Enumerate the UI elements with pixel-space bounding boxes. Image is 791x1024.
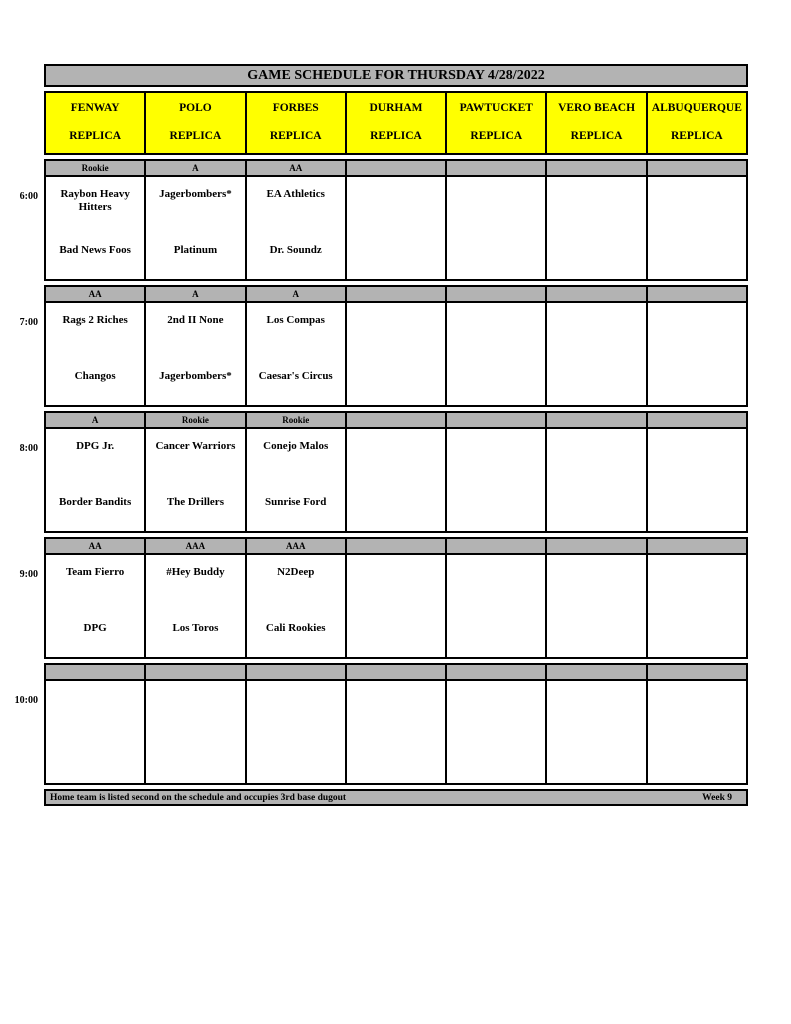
venue-sub: REPLICA — [570, 130, 623, 142]
away-team: 2nd II None — [167, 314, 224, 326]
division-cell: A — [146, 287, 244, 301]
venue-name: DURHAM — [369, 102, 423, 114]
game-cell — [146, 429, 244, 531]
schedule-table — [14, 64, 748, 806]
time-label: 8:00 — [19, 443, 38, 454]
footer-bar — [44, 789, 748, 806]
game-cell — [547, 681, 645, 783]
game-cell — [146, 303, 244, 405]
column-header-vero-beach — [547, 93, 645, 153]
division-cell: A — [247, 287, 345, 301]
division-cell — [347, 161, 445, 175]
venue-sub: REPLICA — [69, 130, 122, 142]
division-cell — [547, 665, 645, 679]
division-cell — [648, 665, 746, 679]
slot-grid — [44, 663, 748, 785]
game-cell — [146, 681, 244, 783]
time-label: 9:00 — [19, 569, 38, 580]
home-team: Platinum — [173, 243, 218, 256]
slot-900 — [19, 537, 748, 659]
venue-name: POLO — [179, 102, 212, 114]
away-team: Rags 2 Riches — [62, 314, 128, 326]
home-team: Jagerbombers* — [159, 369, 232, 382]
away-team: Conejo Malos — [263, 440, 329, 452]
game-cell — [247, 303, 345, 405]
slot-700 — [19, 285, 748, 407]
venue-name: VERO BEACH — [558, 102, 636, 114]
game-cell — [447, 555, 545, 657]
division-cell: A — [146, 161, 244, 175]
game-cell — [347, 177, 445, 279]
division-cell: AA — [46, 539, 144, 553]
footer-note: Home team is listed second on the schedule and occupies 3rd base dugout — [50, 792, 347, 803]
column-header-polo — [146, 93, 244, 153]
division-cell — [547, 413, 645, 427]
game-cell — [347, 429, 445, 531]
game-cell — [648, 177, 746, 279]
game-cell — [146, 555, 244, 657]
game-cell — [146, 177, 244, 279]
game-cell — [447, 429, 545, 531]
venue-name: ALBUQUERQUE — [651, 102, 742, 114]
slot-1000 — [14, 663, 748, 785]
division-cell — [347, 413, 445, 427]
division-cell — [347, 287, 445, 301]
away-team: Cancer Warriors — [155, 440, 236, 452]
game-cell — [648, 303, 746, 405]
division-cell — [447, 161, 545, 175]
division-cell — [447, 413, 545, 427]
venue-name: FORBES — [272, 102, 319, 114]
away-team: Team Fierro — [65, 566, 125, 578]
home-team: Caesar's Circus — [258, 369, 333, 382]
division-cell: Rookie — [146, 413, 244, 427]
away-team: Jagerbombers* — [159, 188, 232, 200]
column-header-fenway — [46, 93, 144, 153]
venue-sub: REPLICA — [470, 130, 523, 142]
slot-grid — [44, 159, 748, 281]
division-cell — [247, 665, 345, 679]
home-team: Dr. Soundz — [269, 243, 322, 256]
column-header-pawtucket — [447, 93, 545, 153]
division-cell — [447, 539, 545, 553]
division-cell — [648, 287, 746, 301]
home-team: Los Toros — [172, 621, 219, 634]
column-header-forbes — [247, 93, 345, 153]
division-cell — [447, 665, 545, 679]
division-cell — [648, 161, 746, 175]
game-cell — [247, 555, 345, 657]
game-cell — [247, 681, 345, 783]
time-label: 10:00 — [14, 695, 38, 706]
time-label: 6:00 — [19, 191, 38, 202]
away-team: Los Compas — [266, 314, 325, 326]
column-header-albuquerque — [648, 93, 746, 153]
division-cell — [46, 665, 144, 679]
division-cell — [347, 665, 445, 679]
game-cell — [46, 429, 144, 531]
game-cell — [547, 555, 645, 657]
game-cell — [347, 303, 445, 405]
home-team: Border Bandits — [59, 495, 132, 508]
game-cell — [648, 681, 746, 783]
home-team: Sunrise Ford — [264, 495, 327, 508]
slot-600 — [19, 159, 748, 281]
venue-name: FENWAY — [70, 102, 120, 114]
division-cell: AAA — [247, 539, 345, 553]
week-label: Week 9 — [702, 792, 732, 803]
venue-sub: REPLICA — [370, 130, 422, 142]
slot-grid — [44, 537, 748, 659]
game-cell — [46, 555, 144, 657]
division-cell: A — [46, 413, 144, 427]
game-cell — [547, 429, 645, 531]
slot-grid — [44, 285, 748, 407]
home-team: Bad News Foos — [59, 243, 131, 256]
division-cell: Rookie — [247, 413, 345, 427]
game-cell — [447, 681, 545, 783]
home-team: Cali Rookies — [265, 621, 326, 634]
page-title: GAME SCHEDULE FOR THURSDAY 4/28/2022 — [44, 64, 748, 87]
game-cell — [347, 681, 445, 783]
division-cell: Rookie — [46, 161, 144, 175]
away-team: Raybon Heavy Hitters — [60, 188, 130, 214]
venue-name: PAWTUCKET — [459, 102, 533, 114]
slot-grid — [44, 411, 748, 533]
game-cell — [547, 177, 645, 279]
game-cell — [447, 303, 545, 405]
game-cell — [46, 303, 144, 405]
venue-sub: REPLICA — [169, 130, 222, 142]
division-cell — [347, 539, 445, 553]
venue-sub: REPLICA — [269, 130, 322, 142]
game-cell — [247, 429, 345, 531]
slot-800 — [19, 411, 748, 533]
away-team: EA Athletics — [266, 188, 325, 200]
division-cell — [146, 665, 244, 679]
division-cell — [547, 161, 645, 175]
game-cell — [648, 429, 746, 531]
game-cell — [648, 555, 746, 657]
home-team: The Drillers — [166, 495, 224, 508]
home-team: DPG — [83, 621, 107, 634]
division-cell: AA — [46, 287, 144, 301]
division-cell: AA — [247, 161, 345, 175]
division-cell — [648, 413, 746, 427]
away-team: DPG Jr. — [76, 440, 115, 452]
game-cell — [46, 681, 144, 783]
division-cell: AAA — [146, 539, 244, 553]
home-team: Changos — [74, 369, 116, 382]
division-cell — [547, 539, 645, 553]
column-header-durham — [347, 93, 445, 153]
game-cell — [46, 177, 144, 279]
column-header-row — [44, 91, 748, 155]
game-cell — [347, 555, 445, 657]
division-cell — [547, 287, 645, 301]
venue-sub: REPLICA — [670, 130, 723, 142]
game-cell — [547, 303, 645, 405]
away-team: #Hey Buddy — [166, 566, 225, 578]
away-team: N2Deep — [277, 566, 315, 578]
division-cell — [648, 539, 746, 553]
time-label: 7:00 — [19, 317, 38, 328]
game-cell — [247, 177, 345, 279]
division-cell — [447, 287, 545, 301]
game-cell — [447, 177, 545, 279]
